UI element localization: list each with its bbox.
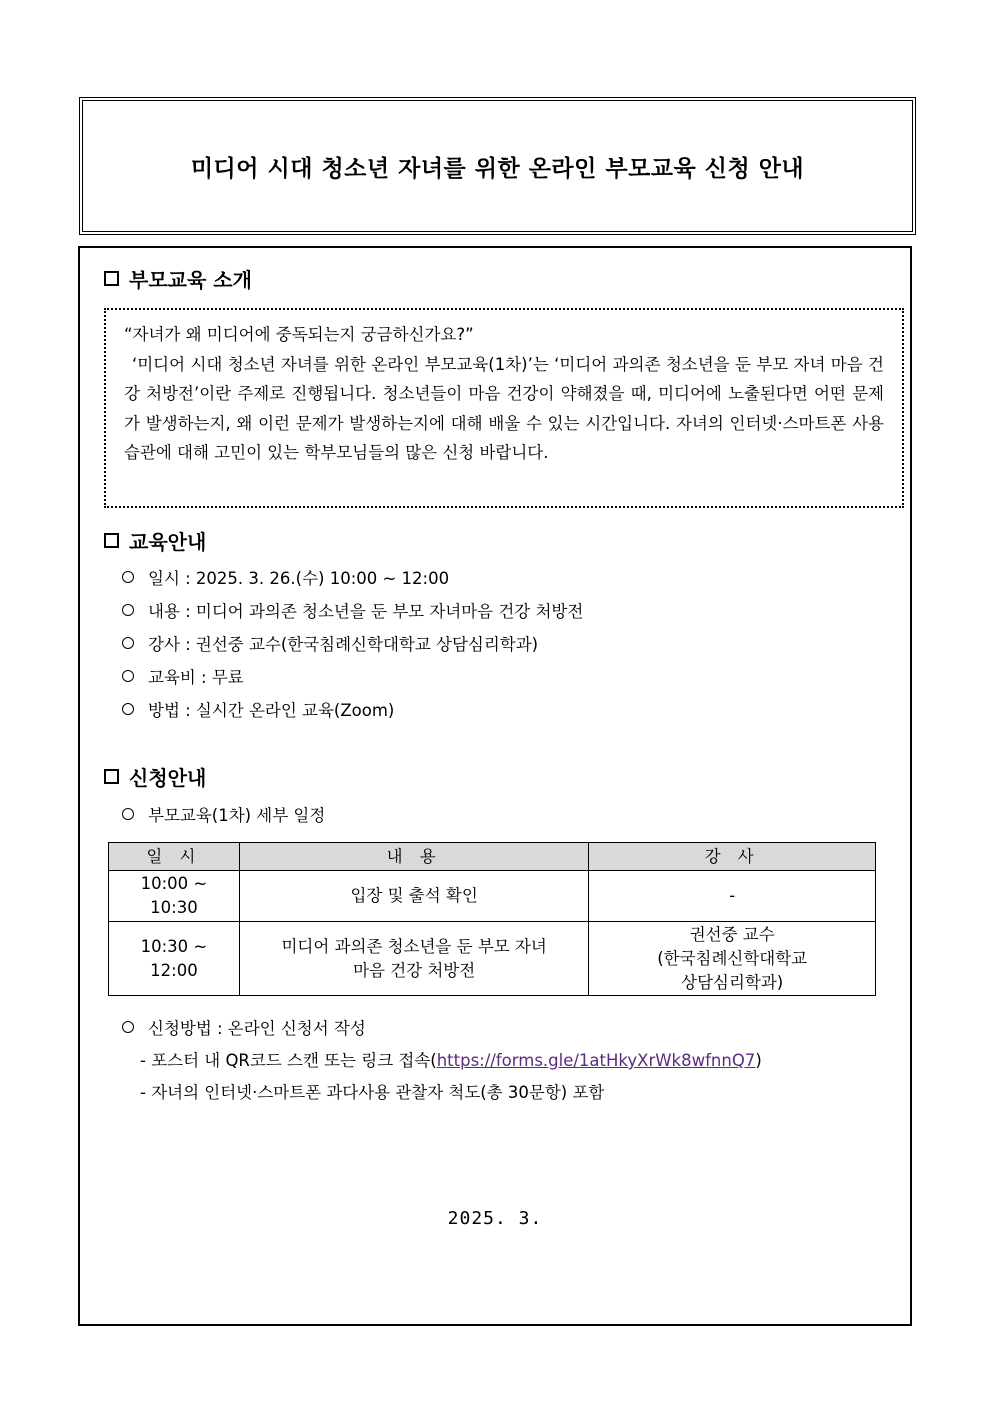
apply-method: 신청방법 : 온라인 신청서 작성 bbox=[122, 1015, 366, 1039]
time-cell: 10:30 ~ 12:00 bbox=[109, 922, 240, 996]
document-date: 2025. 3. bbox=[447, 1208, 543, 1229]
circle-bullet-icon bbox=[122, 808, 134, 820]
header-time: 일 시 bbox=[109, 843, 240, 871]
lecturer-cell: 권선중 교수 (한국침례신학대학교 상담심리학과) bbox=[589, 922, 876, 996]
table-header-row bbox=[109, 843, 876, 871]
form-link[interactable]: https://forms.gle/1atHkyXrWk8wfnnQ7 bbox=[436, 1051, 756, 1070]
intro-body: ‘미디어 시대 청소년 자녀를 위한 온라인 부모교육(1차)’는 ‘미디어 과의존 청소년을 둔 부모 자녀 마음 건강 처방전’이란 주제로 진행됩니다. 청소년들이 마음 건강이 약해졌을 때, 미디어에 노출된다면 어떤 문제가 발생하는지, 왜 이런 문제가 발생하는지에 대해 배울 수 있는 시간입니다. 자녀의 인터넷·스마트폰 사용 습관에 대해 고민이 있는 학부모님들의 많은 신청 바랍니다. bbox=[124, 354, 884, 462]
circle-bullet-icon bbox=[122, 571, 134, 583]
square-bullet-icon bbox=[104, 271, 119, 286]
edu-item-fee: 교육비 : 무료 bbox=[122, 664, 244, 688]
circle-bullet-icon bbox=[122, 637, 134, 649]
lecturer-cell: - bbox=[589, 871, 876, 922]
intro-quote: “자녀가 왜 미디어에 중독되는지 궁금하신가요?” bbox=[124, 325, 474, 344]
header-lecturer: 강 사 bbox=[589, 843, 876, 871]
page-title: 미디어 시대 청소년 자녀를 위한 온라인 부모교육 신청 안내 bbox=[190, 155, 805, 182]
content-cell: 미디어 과의존 청소년을 둔 부모 자녀 마음 건강 처방전 bbox=[239, 922, 589, 996]
circle-bullet-icon bbox=[122, 604, 134, 616]
apply-section-heading: 신청안내 bbox=[104, 762, 206, 791]
edu-item-lecturer: 강사 : 권선중 교수(한국침례신학대학교 상담심리학과) bbox=[122, 631, 538, 655]
time-cell: 10:00 ~ 10:30 bbox=[109, 871, 240, 922]
edu-item-date: 일시 : 2025. 3. 26.(수) 10:00 ~ 12:00 bbox=[122, 565, 449, 589]
square-bullet-icon bbox=[104, 533, 119, 548]
schedule-table bbox=[108, 842, 876, 996]
table-row bbox=[109, 922, 876, 996]
edu-item-method: 방법 : 실시간 온라인 교육(Zoom) bbox=[122, 697, 394, 721]
content-cell: 입장 및 출석 확인 bbox=[239, 871, 589, 922]
title-box bbox=[79, 97, 916, 235]
circle-bullet-icon bbox=[122, 1021, 134, 1033]
intro-text-box bbox=[104, 308, 904, 508]
intro-section-heading: 부모교육 소개 bbox=[104, 264, 252, 293]
apply-scale-line: - 자녀의 인터넷·스마트폰 과다사용 관찰자 척도(총 30문항) 포함 bbox=[140, 1083, 605, 1102]
edu-section-heading: 교육안내 bbox=[104, 526, 206, 555]
square-bullet-icon bbox=[104, 769, 119, 784]
apply-link-line: - 포스터 내 QR코드 스캔 또는 링크 접속(https://forms.gle/1atHkyXrWk8wfnnQ7) bbox=[140, 1051, 762, 1070]
header-content: 내 용 bbox=[239, 843, 589, 871]
schedule-label: 부모교육(1차) 세부 일정 bbox=[122, 802, 325, 826]
main-content-box bbox=[78, 246, 912, 1326]
table-row bbox=[109, 871, 876, 922]
circle-bullet-icon bbox=[122, 703, 134, 715]
edu-item-content: 내용 : 미디어 과의존 청소년을 둔 부모 자녀마음 건강 처방전 bbox=[122, 598, 583, 622]
circle-bullet-icon bbox=[122, 670, 134, 682]
